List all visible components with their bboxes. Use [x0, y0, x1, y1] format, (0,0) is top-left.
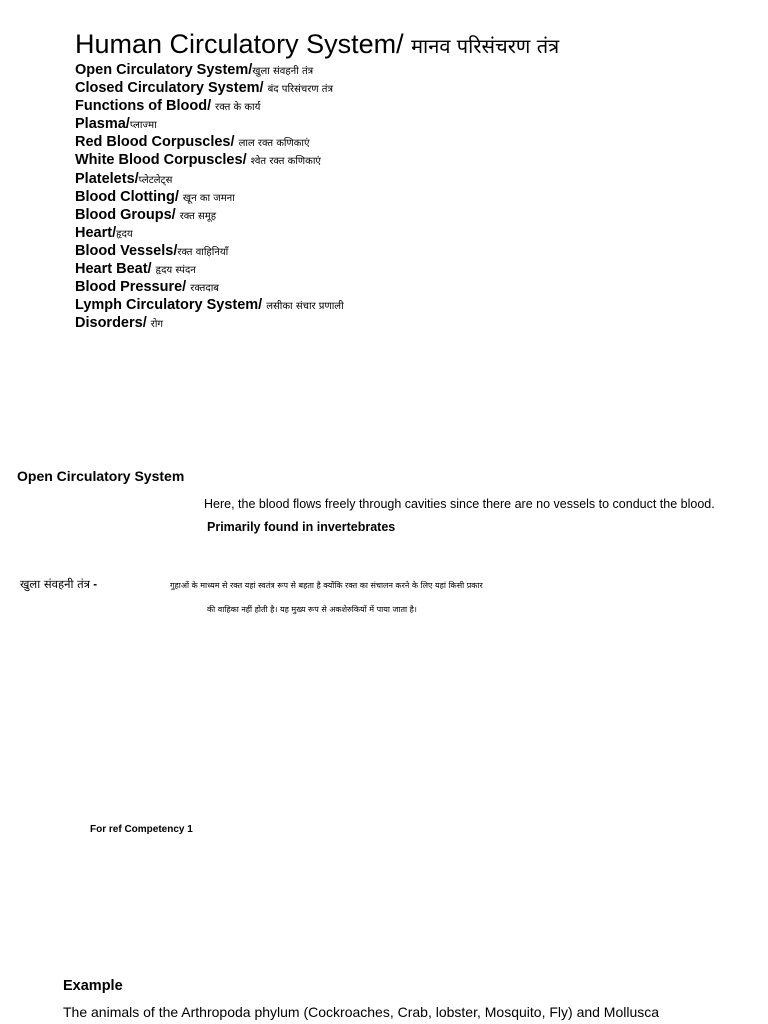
section-heading: Open Circulatory System [17, 468, 185, 484]
topic-hindi: लसीका संचार प्रणाली [266, 301, 344, 313]
topic-item [75, 206, 344, 224]
topic-english: Lymph Circulatory System/ [75, 297, 267, 314]
hindi-term-label: खुला संवहनी तंत्र [20, 577, 91, 591]
section-note: Primarily found in invertebrates [207, 520, 396, 534]
page-title-english: Human Circulatory System/ [75, 29, 412, 59]
topic-english: Red Blood Corpuscles/ [75, 134, 239, 151]
topic-hindi: हृदय [116, 228, 133, 240]
topic-item [75, 188, 344, 206]
hindi-description-line-2: की वाहिका नहीं होती है। यह मुख्य रूप से अकशेरुकियों में पाया जाता है। [207, 605, 417, 614]
hindi-term [20, 577, 97, 592]
topic-hindi: लाल रक्त कणिकाएं [238, 138, 310, 150]
topic-item [75, 151, 344, 169]
page-title [75, 28, 559, 62]
topic-hindi: रोग [150, 319, 164, 331]
topic-hindi: रक्त समूह [179, 210, 217, 222]
topic-english: Platelets/ [75, 170, 139, 187]
topic-hindi: खुला संवहनी तंत्र [252, 66, 314, 77]
topic-hindi: खून का जमना [182, 192, 235, 204]
topic-hindi: रक्तदाब [190, 283, 219, 295]
topic-english: Heart/ [75, 224, 117, 241]
topic-item [75, 260, 344, 278]
topic-list [75, 61, 344, 332]
topic-english: Blood Groups/ [75, 206, 180, 223]
hindi-description-line-1: गुहाओं के माध्यम से रक्त यहां स्वतंत्र रूप से बहता है क्योंकि रक्त का संचालन करने के लिए यहां किसी प्रकार [170, 581, 483, 590]
topic-english: Open Circulatory System/ [75, 62, 253, 78]
topic-english: Disorders/ [75, 315, 151, 332]
topic-english: Functions of Blood/ [75, 98, 216, 115]
example-heading: Example [63, 978, 123, 994]
topic-item [75, 314, 344, 332]
topic-item [75, 296, 344, 314]
topic-hindi: प्लाज्मा [129, 120, 157, 132]
page-title-hindi: मानव परिसंचरण तंत्र [411, 34, 560, 58]
topic-english: Heart Beat/ [75, 261, 156, 278]
hindi-term-separator: - [90, 579, 98, 591]
topic-hindi: श्वेत रक्त कणिकाएं [250, 156, 321, 168]
reference-note: For ref Competency 1 [90, 824, 193, 835]
topic-english: White Blood Corpuscles/ [75, 152, 251, 169]
section-description: Here, the blood flows freely through cavities since there are no vessels to conduct the blood. [204, 497, 715, 511]
topic-hindi: हृदय स्पंदन [155, 265, 196, 277]
topic-english: Blood Pressure/ [75, 279, 191, 296]
topic-item [75, 170, 344, 188]
topic-english: Blood Clotting/ [75, 188, 183, 205]
topic-english: Plasma/ [75, 116, 130, 133]
topic-hindi: रक्त वाहिनियाँ [177, 246, 229, 258]
topic-english: Closed Circulatory System/ [75, 80, 268, 97]
example-text: The animals of the Arthropoda phylum (Cockroaches, Crab, lobster, Mosquito, Fly) and Mollusca [63, 1004, 660, 1020]
topic-item [75, 242, 344, 260]
topic-item [75, 61, 344, 79]
topic-item [75, 278, 344, 296]
topic-item [75, 97, 344, 115]
topic-item [75, 115, 344, 133]
topic-hindi: रक्त के कार्य [215, 102, 261, 114]
topic-english: Blood Vessels/ [75, 242, 178, 259]
topic-item [75, 79, 344, 97]
topic-item [75, 133, 344, 151]
topic-hindi: बंद परिसंचरण तंत्र [267, 84, 333, 96]
topic-hindi: प्लेटलेट्स [138, 174, 173, 186]
topic-item [75, 224, 344, 242]
